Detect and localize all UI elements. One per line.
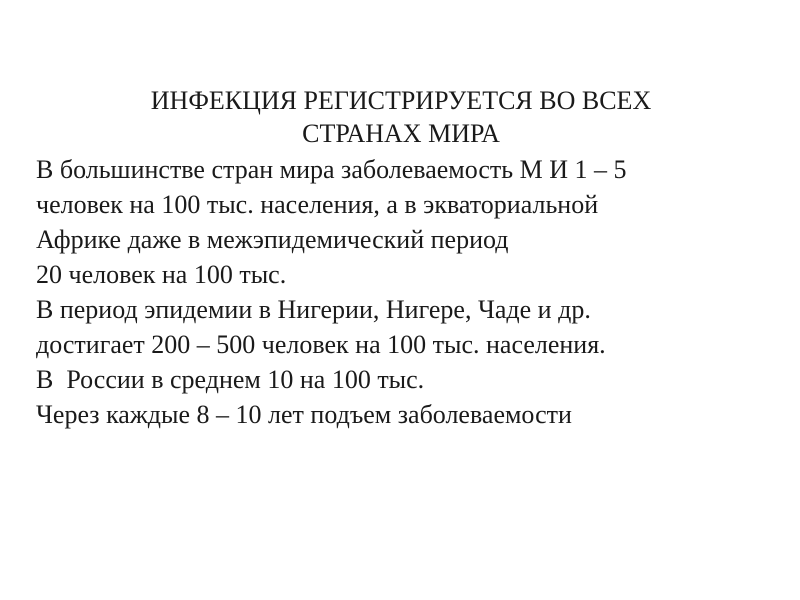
body-line: Африке даже в межэпидемический период	[36, 225, 509, 254]
slide-title	[36, 84, 766, 150]
body-line: Через каждые 8 – 10 лет подъем заболеваемости	[36, 400, 572, 429]
body-line: достигает 200 – 500 человек на 100 тыс. населения.	[36, 330, 606, 359]
title-line: СТРАНАХ МИРА	[302, 119, 500, 148]
body-line: 20 человек на 100 тыс.	[36, 260, 287, 289]
title-line: ИНФЕКЦИЯ РЕГИСТРИРУЕТСЯ ВО ВСЕХ	[150, 86, 652, 115]
body-line: человек на 100 тыс. населения, а в экваториальной	[36, 190, 599, 219]
body-line: В период эпидемии в Нигерии, Нигере, Чаде и др.	[36, 295, 591, 324]
body-line: В России в среднем 10 на 100 тыс.	[36, 365, 425, 394]
body-line: В большинстве стран мира заболеваемость М И 1 – 5	[36, 155, 627, 184]
slide-body-text	[36, 152, 776, 432]
